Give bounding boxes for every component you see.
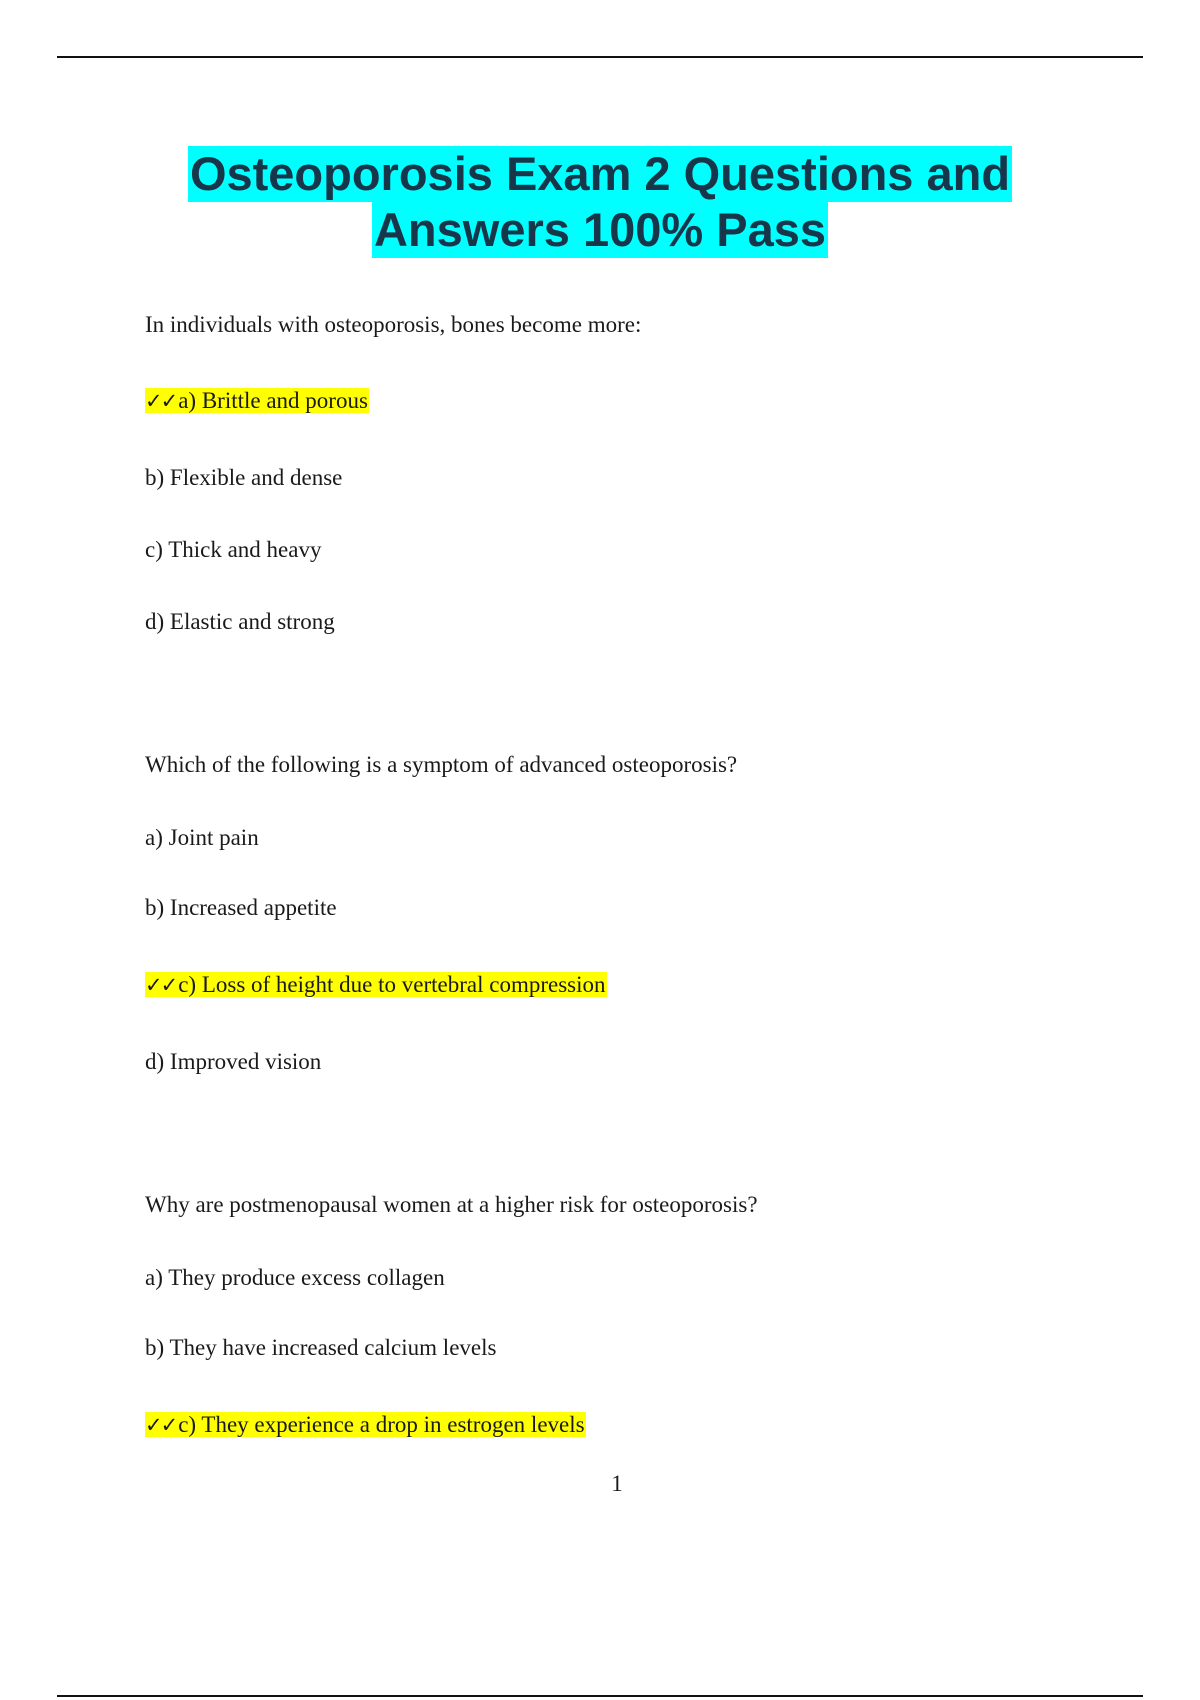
answer-text: c) They experience a drop in estrogen levels [178, 1412, 585, 1437]
answer-option-3b: b) They have increased calcium levels [145, 1335, 497, 1360]
question-1: In individuals with osteoporosis, bones become more: [145, 312, 642, 337]
answer-option-1d: d) Elastic and strong [145, 609, 335, 634]
title-line-2: Answers 100% Pass [373, 203, 826, 256]
answer-option-1a-correct [145, 386, 369, 416]
bottom-rule [57, 1695, 1143, 1697]
answer-option-2d: d) Improved vision [145, 1049, 322, 1074]
document-title [0, 146, 1200, 258]
answer-highlight [145, 388, 369, 413]
answer-option-2b: b) Increased appetite [145, 895, 337, 920]
answer-highlight [145, 1412, 586, 1437]
page-number: 1 [611, 1471, 623, 1496]
answer-option-3a: a) They produce excess collagen [145, 1265, 445, 1290]
answer-text: a) Brittle and porous [178, 388, 368, 413]
answer-highlight [145, 972, 607, 997]
answer-option-3c-correct [145, 1410, 586, 1440]
question-3: Why are postmenopausal women at a higher risk for osteoporosis? [145, 1192, 758, 1217]
top-rule [57, 56, 1143, 58]
check-mark-icon: ✓✓ [145, 389, 177, 413]
answer-option-2a: a) Joint pain [145, 825, 259, 850]
answer-text: c) Loss of height due to vertebral compression [178, 972, 606, 997]
check-mark-icon: ✓✓ [145, 1413, 177, 1437]
answer-option-1c: c) Thick and heavy [145, 537, 322, 562]
answer-option-1b: b) Flexible and dense [145, 465, 343, 490]
title-line-1: Osteoporosis Exam 2 Questions and [189, 147, 1011, 200]
answer-option-2c-correct [145, 970, 607, 1000]
question-2: Which of the following is a symptom of advanced osteoporosis? [145, 752, 738, 777]
check-mark-icon: ✓✓ [145, 973, 177, 997]
